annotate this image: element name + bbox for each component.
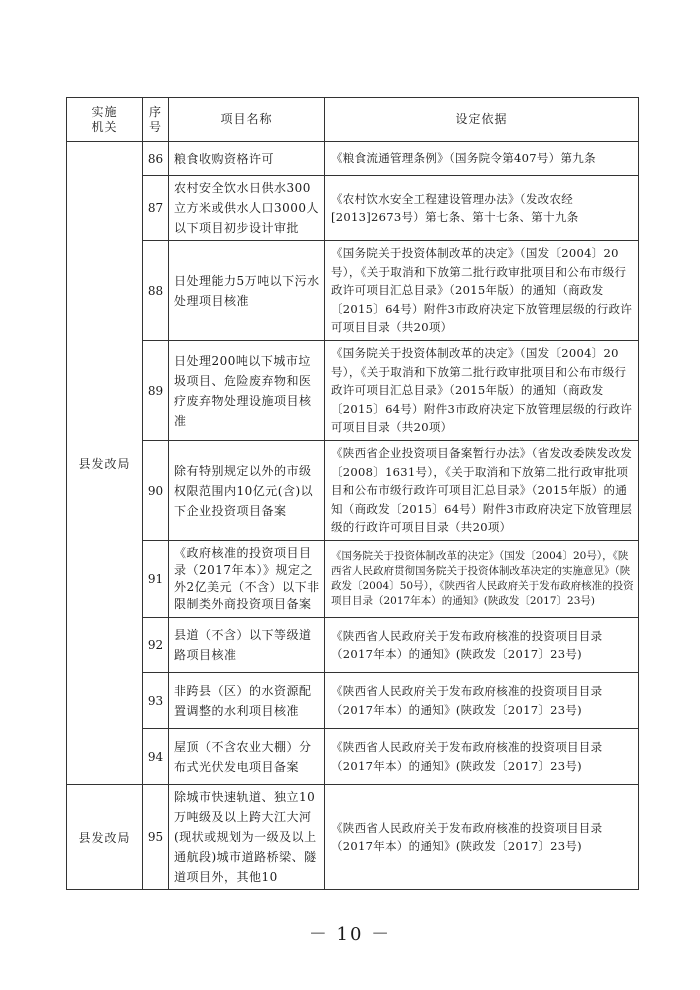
table-row: [67, 142, 639, 176]
row-basis: 《陕西省企业投资项目备案暂行办法》（省发改委陕发改发〔2008〕1631号），《关于取消和下放第二批行政审批项目和公布市级行政许可项目汇总目录》（2015年版）的通知（商政发〔2015〕64号）附件3市政府决定下放管理层级的行政许可项目目录（共20项）: [325, 441, 639, 541]
row-name: 除有特别规定以外的市级权限范围内10亿元(含)以下企业投资项目备案: [169, 441, 325, 541]
row-name: 农村安全饮水日供水300立方米或供水人口3000人以下项目初步设计审批: [169, 176, 325, 241]
page-number: － 10 －: [308, 924, 392, 945]
row-name: 《政府核准的投资项目目录（2017年本）》规定之外2亿美元（不含）以下非限制类外商投资项目备案: [169, 541, 325, 618]
table-row: [67, 176, 639, 241]
row-no: 94: [143, 729, 169, 785]
table-row: [67, 729, 639, 785]
row-no: 90: [143, 441, 169, 541]
row-no: 93: [143, 673, 169, 729]
header-no: 序 号: [143, 98, 169, 142]
row-basis: 《陕西省人民政府关于发布政府核准的投资项目目录（2017年本）的通知》(陕政发〔2017〕23号): [325, 729, 639, 785]
row-basis: 《国务院关于投资体制改革的决定》（国发〔2004〕20号），《关于取消和下放第二批行政审批项目和公布市级行政许可项目汇总目录》（2015年版）的通知（商政发〔2015〕64号）附件3市政府决定下放管理层级的行政许可项目目录（共20项）: [325, 241, 639, 341]
authority-table: [66, 97, 639, 890]
header-org: 实施 机关: [67, 98, 143, 142]
header-name: 项目名称: [169, 98, 325, 142]
row-no: 91: [143, 541, 169, 618]
row-name: 除城市快速轨道、独立10万吨级及以上跨大江大河(现状或规划为一级及以上通航段)城市道路桥梁、隧道项目外，其他10: [169, 785, 325, 890]
row-name: 非跨县（区）的水资源配置调整的水利项目核准: [169, 673, 325, 729]
row-no: 92: [143, 618, 169, 673]
row-no: 88: [143, 241, 169, 341]
header-row: [67, 98, 639, 142]
row-basis: 《粮食流通管理条例》（国务院令第407号）第九条: [325, 142, 639, 176]
table-row: [67, 441, 639, 541]
table-row: [67, 785, 639, 890]
table-row: [67, 618, 639, 673]
row-name: 粮食收购资格许可: [169, 142, 325, 176]
row-basis: 《国务院关于投资体制改革的决定》（国发〔2004〕20号），《关于取消和下放第二批行政审批项目和公布市级行政许可项目汇总目录》（2015年版）的通知（商政发〔2015〕64号）附件3市政府决定下放管理层级的行政许可项目目录（共20项）: [325, 341, 639, 441]
row-name: 日处理能力5万吨以下污水处理项目核准: [169, 241, 325, 341]
table-row: [67, 241, 639, 341]
row-no: 95: [143, 785, 169, 890]
row-no: 87: [143, 176, 169, 241]
header-basis: 设定依据: [325, 98, 639, 142]
row-basis: 《国务院关于投资体制改革的决定》（国发〔2004〕20号），《陕西省人民政府贯彻国务院关于投资体制改革决定的实施意见》（陕政发〔2004〕50号），《陕西省人民政府关于发布政府核准的投资项目目录（2017年本）的通知》(陕政发〔2017〕23号): [325, 541, 639, 618]
table-row: [67, 673, 639, 729]
row-name: 屋顶（不含农业大棚）分布式光伏发电项目备案: [169, 729, 325, 785]
row-basis: 《陕西省人民政府关于发布政府核准的投资项目目录（2017年本）的通知》(陕政发〔2017〕23号): [325, 673, 639, 729]
row-basis: 《陕西省人民政府关于发布政府核准的投资项目目录（2017年本）的通知》(陕政发〔2017〕23号): [325, 618, 639, 673]
org-cell: 县发改局: [67, 785, 143, 890]
org-cell: 县发改局: [67, 142, 143, 785]
row-basis: 《农村饮水安全工程建设管理办法》（发改农经[2013]2673号）第七条、第十七条、第十九条: [325, 176, 639, 241]
row-no: 86: [143, 142, 169, 176]
table-row: [67, 541, 639, 618]
row-no: 89: [143, 341, 169, 441]
table-row: [67, 341, 639, 441]
row-name: 县道（不含）以下等级道路项目核准: [169, 618, 325, 673]
row-basis: 《陕西省人民政府关于发布政府核准的投资项目目录（2017年本）的通知》(陕政发〔2017〕23号): [325, 785, 639, 890]
row-name: 日处理200吨以下城市垃圾项目、危险废弃物和医疗废弃物处理设施项目核准: [169, 341, 325, 441]
